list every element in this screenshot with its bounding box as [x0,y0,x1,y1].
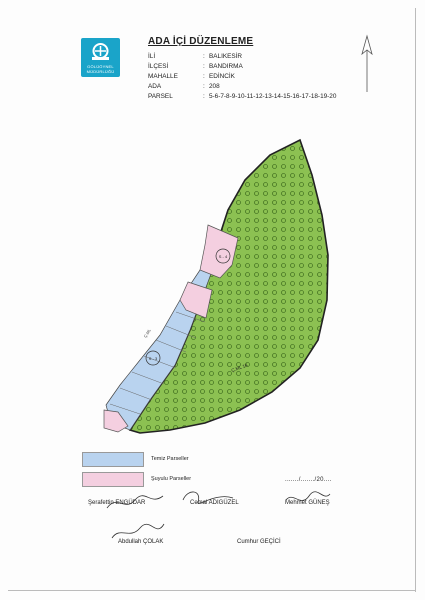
signature-name-2: Cemal ADIGÜZEL [190,500,239,506]
info-value: 208 [209,83,220,90]
info-separator: : [203,93,205,100]
signature-name-4: Abdullah ÇOLAK [118,539,164,545]
info-label: PARSEL [148,93,173,100]
logo-text-line2: MÜDÜRLÜĞÜ [86,69,115,74]
info-value: 5-6-7-8-9-10-11-12-13-14-15-16-17-18-19-20 [209,93,337,100]
page-title: ADA İÇİ DÜZENLEME [148,36,254,47]
info-label: ADA [148,83,162,90]
signature-name-5: Cumhur GEÇİCİ [237,539,281,545]
info-value: BALIKESİR [209,53,243,60]
zone-s4-label: S - 4 [218,254,228,259]
legend-label-clean: Temiz Parseller [151,456,189,462]
green-area [130,140,328,433]
logo-text-line1: GÖLÜÖYNEL [87,64,114,69]
legend-swatch-questionable [82,472,144,487]
road-label: Ç.ML [142,327,152,339]
info-value: EDİNCİK [209,73,235,80]
info-label: İLÇESİ [148,63,169,70]
info-separator: : [203,73,205,80]
signature-name-1: Şerafettin ENGÜDAR [88,500,146,506]
info-separator: : [203,83,205,90]
signature-scribble-3 [283,488,333,510]
info-separator: : [203,63,205,70]
river-label: Ç.ML 1K [230,362,249,373]
info-label: MAHALLE [148,73,178,80]
zone-s3-label: S - 3 [148,356,158,361]
signature-name-3: Mehmet GÜNEŞ [285,500,330,506]
info-value: BANDIRMA [209,63,243,70]
legend-swatch-clean [82,452,144,467]
legend-label-questionable: Şuyulu Parseller [151,476,192,482]
date-line: ......./......./20.... [285,477,332,483]
info-label: İLİ [148,53,156,60]
info-separator: : [203,53,205,60]
signature-scribble-2 [178,486,238,511]
